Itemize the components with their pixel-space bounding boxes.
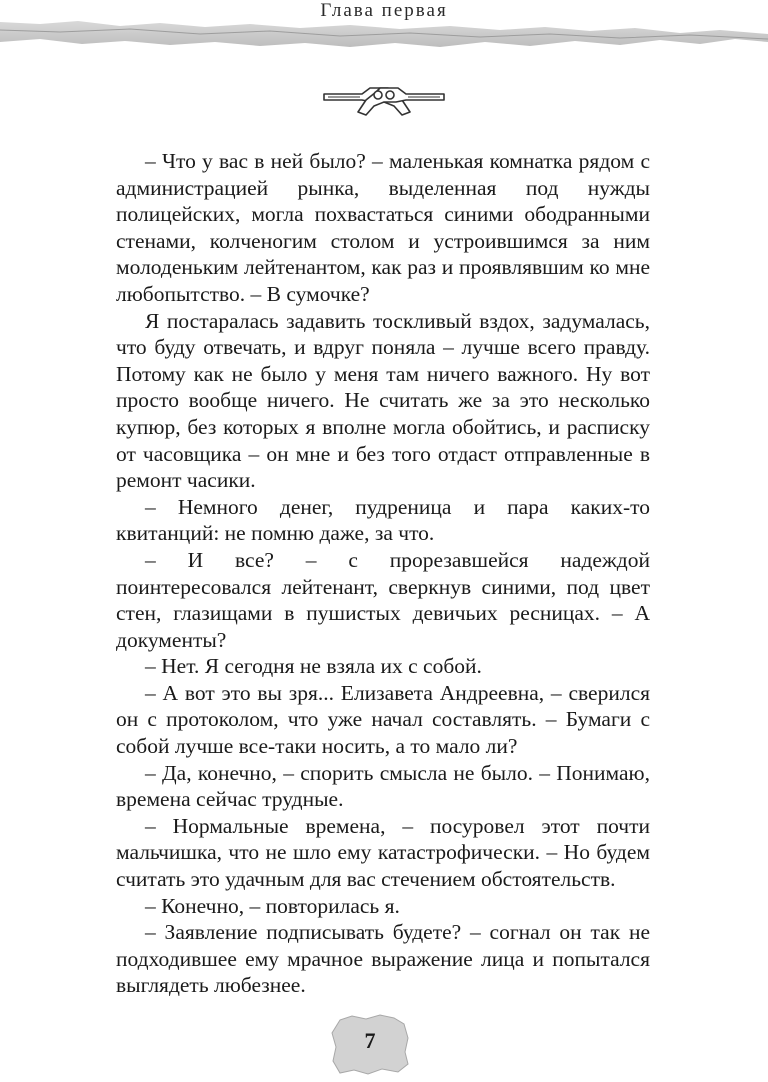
paragraph: – Конечно, – повторилась я. (145, 893, 400, 918)
paragraph: – А вот это вы зря... Елизавета Андреевна, – сверился он с протоколом, что уже начал составлять. – Бумаги с собой лучше все-таки носить, а то мало ли? (116, 680, 650, 759)
chapter-title: Глава первая (320, 0, 448, 21)
paragraph: – Заявление подписывать будете? – согнал он так не подходившее ему мрачное выражение лица и попытался выглядеть любезнее. (116, 920, 650, 998)
paragraph: – Нормальные времена, – посуровел этот почти мальчишка, что не шло ему катастрофически. – Но будем считать это удачным для вас стечением обстоятельств. (116, 813, 650, 892)
page-number: 7 (364, 1028, 376, 1053)
page-number-badge (330, 1014, 410, 1076)
paragraph: – И все? – с прорезавшейся надеждой поинтересовался лейтенант, сверкнув синими, под цвет стен, глазищами в пушистых девичьих ресницах. – А документы? (116, 547, 650, 652)
chapter-body (116, 148, 650, 999)
running-header (0, 0, 768, 48)
paragraph: – Что у вас в ней было? – маленькая комнатка рядом с администрацией рынка, выделенная под нужды полицейских, могла похвастаться синими ободранными стенами, колченогим столом и устроившимся за ним молоденьким лейтенантом, как раз и проявлявшим ко мне любопытство. – В сумочке? (116, 149, 650, 306)
paragraph: – Немного денег, пудреница и пара каких-то квитанций: не помню даже, за что. (116, 494, 650, 546)
paragraph: Я постаралась задавить тоскливый вздох, задумалась, что буду отвечать, и вдруг поняла – лучше всего правду. Потому как не было у меня там ничего важного. Ну вот просто вообще ничего. Не считать же за это несколько купюр, без которых я вполне могла обойтись, и расписку от часовщика – он мне и без того отдаст отправленные в ремонт часики. (116, 308, 650, 493)
paragraph: – Нет. Я сегодня не взяла их с собой. (145, 654, 482, 679)
crossed-revolvers-icon (318, 74, 450, 118)
paragraph: – Да, конечно, – спорить смысла не было. – Понимаю, времена сейчас трудные. (116, 760, 650, 812)
